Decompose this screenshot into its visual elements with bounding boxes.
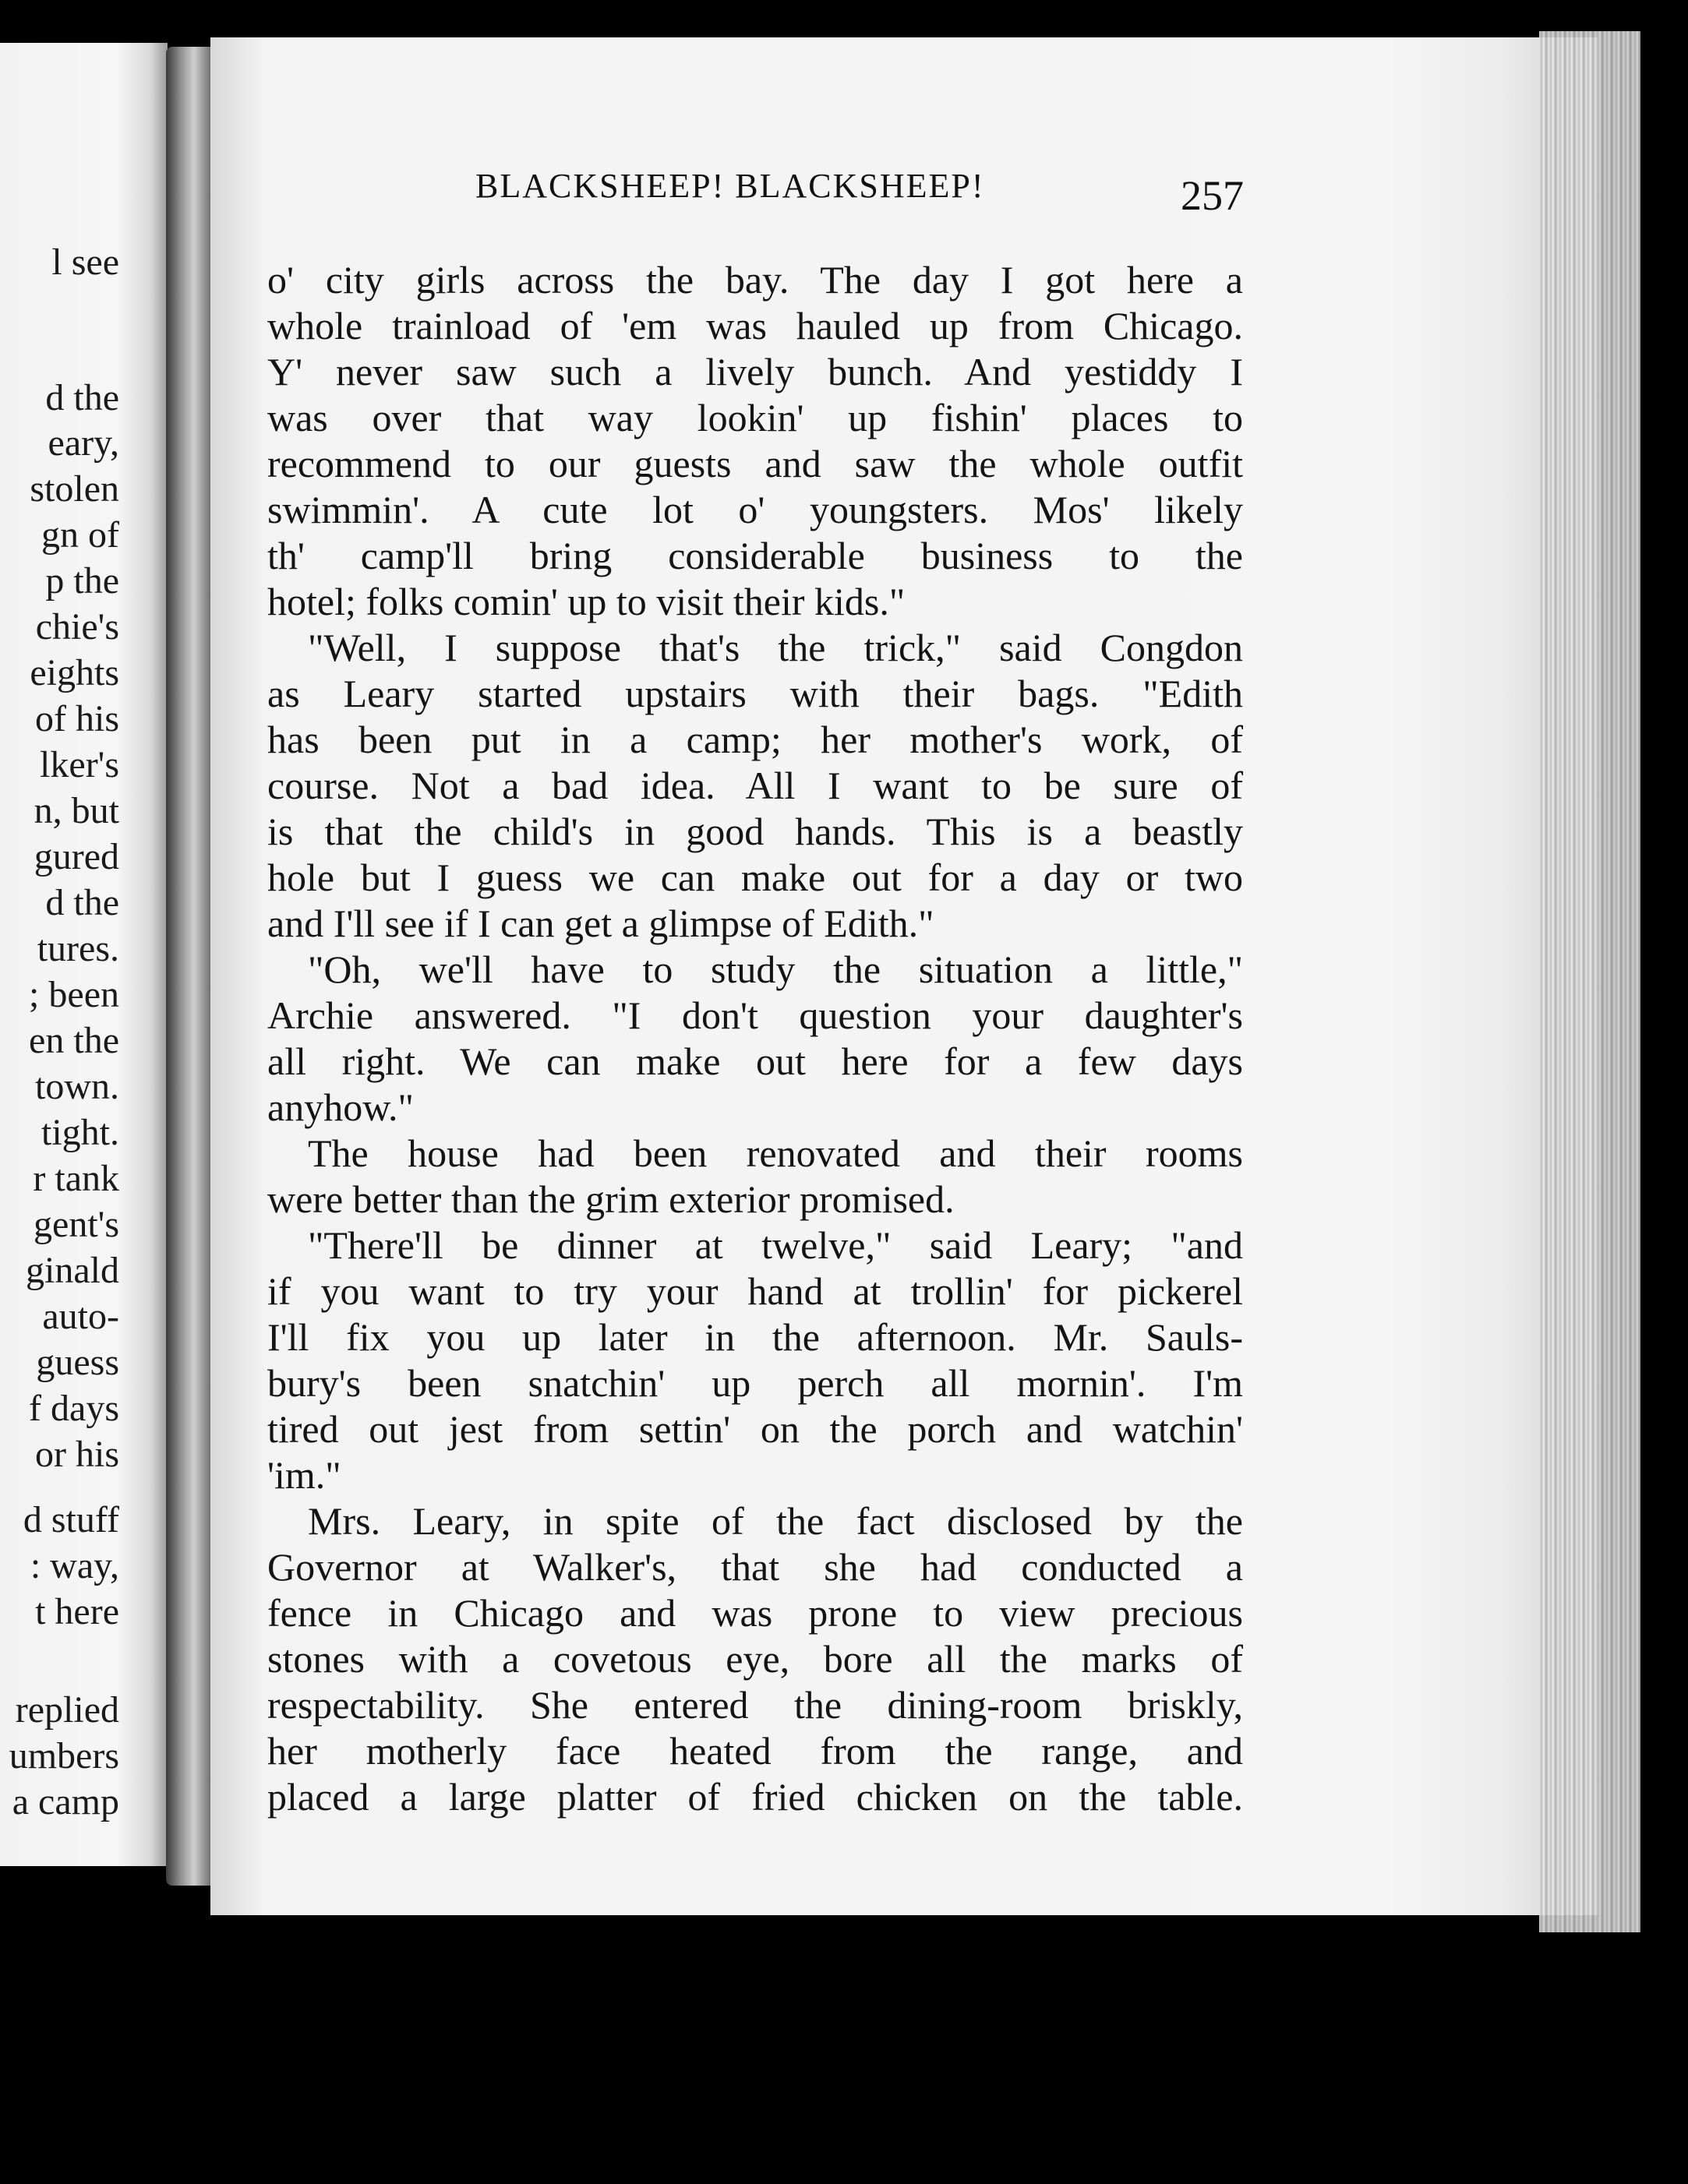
text-line: stones with a covetous eye, bore all the marks of	[267, 1637, 1243, 1681]
running-head: BLACKSHEEP! BLACKSHEEP!	[475, 167, 985, 205]
text-line: 'im."	[267, 1453, 341, 1497]
text-line: course. Not a bad idea. All I want to be sure of	[267, 764, 1243, 807]
left-page-line: ; been	[29, 974, 119, 1015]
page-number: 257	[1181, 172, 1244, 219]
left-page-line: chie's	[35, 606, 119, 647]
text-line: as Leary started upstairs with their bags. "Edith	[267, 672, 1243, 715]
left-page-line: auto-	[42, 1296, 119, 1337]
text-line: swimmin'. A cute lot o' youngsters. Mos' likely	[267, 488, 1243, 531]
text-line: were better than the grim exterior promised.	[267, 1177, 955, 1221]
left-page-line: umbers	[9, 1735, 119, 1776]
text-line: was over that way lookin' up fishin' places to	[267, 396, 1243, 439]
text-line: Governor at Walker's, that she had conducted a	[267, 1545, 1243, 1589]
text-line: "Well, I suppose that's the trick," said Congdon	[308, 626, 1243, 669]
text-line: fence in Chicago and was prone to view precious	[267, 1591, 1243, 1635]
left-page-line: guess	[36, 1342, 119, 1383]
left-page-line: tures.	[37, 928, 119, 969]
text-line: respectability. She entered the dining-room briskly,	[267, 1683, 1243, 1727]
left-page-line: gn of	[41, 514, 119, 556]
left-page-line: en the	[29, 1020, 119, 1061]
text-line: o' city girls across the bay. The day I got here a	[267, 258, 1243, 302]
text-line: I'll fix you up later in the afternoon. Mr. Sauls-	[267, 1315, 1243, 1359]
text-line: th' camp'll bring considerable business to the	[267, 534, 1243, 577]
left-page-line: n, but	[34, 790, 119, 831]
left-page-line: lker's	[40, 744, 119, 785]
left-page-line: eary,	[48, 422, 119, 464]
text-line: "There'll be dinner at twelve," said Leary; "and	[308, 1223, 1243, 1267]
left-page-line: town.	[35, 1066, 119, 1107]
page-fore-edge	[1539, 31, 1640, 1932]
left-page-line: gent's	[34, 1204, 119, 1245]
text-line: and I'll see if I can get a glimpse of Edith."	[267, 901, 934, 945]
left-page-line: a camp	[12, 1781, 119, 1822]
text-line: all right. We can make out here for a few days	[267, 1039, 1243, 1083]
left-page-line: l see	[51, 242, 119, 283]
left-page-line: f days	[29, 1388, 119, 1429]
left-page-line: replied	[15, 1689, 119, 1731]
text-line: "Oh, we'll have to study the situation a little,"	[308, 947, 1243, 991]
text-line: anyhow."	[267, 1085, 414, 1129]
left-page-line: t here	[35, 1591, 119, 1632]
text-line: her motherly face heated from the range, and	[267, 1729, 1243, 1773]
text-line: Mrs. Leary, in spite of the fact disclosed by the	[308, 1499, 1243, 1543]
text-line: is that the child's in good hands. This is a beastly	[267, 810, 1243, 853]
text-line: tired out jest from settin' on the porch and watchin'	[267, 1407, 1243, 1451]
left-page-line: d the	[45, 882, 119, 923]
text-line: hole but I guess we can make out for a day or two	[267, 856, 1243, 899]
text-line: whole trainload of 'em was hauled up from Chicago.	[267, 304, 1243, 348]
left-page-line: d the	[45, 377, 119, 418]
text-line: bury's been snatchin' up perch all mornin'. I'm	[267, 1361, 1243, 1405]
left-page-line: or his	[35, 1434, 119, 1475]
text-line: if you want to try your hand at trollin' for pickerel	[267, 1269, 1243, 1313]
left-page-line: of his	[35, 698, 119, 739]
text-line: Archie answered. "I don't question your daughter's	[267, 993, 1243, 1037]
left-page-line: tight.	[41, 1112, 119, 1153]
left-page-line: : way,	[30, 1545, 119, 1586]
text-line: The house had been renovated and their rooms	[308, 1131, 1243, 1175]
text-line: has been put in a camp; her mother's work, of	[267, 718, 1243, 761]
left-page-line: gured	[34, 836, 119, 877]
text-line: hotel; folks comin' up to visit their kids."	[267, 580, 906, 623]
body-text	[267, 257, 1243, 1820]
left-page-line: d stuff	[23, 1499, 119, 1540]
left-page-line: p the	[45, 560, 119, 602]
previous-page-fragment	[0, 43, 168, 1866]
left-page-line: stolen	[30, 468, 119, 510]
text-line: Y' never saw such a lively bunch. And yestiddy I	[267, 350, 1243, 393]
text-line: recommend to our guests and saw the whole outfit	[267, 442, 1243, 485]
left-page-line: eights	[30, 652, 119, 693]
text-line: placed a large platter of fried chicken on the table.	[267, 1775, 1243, 1819]
left-page-line: ginald	[26, 1250, 119, 1291]
left-page-line: r tank	[33, 1158, 119, 1199]
